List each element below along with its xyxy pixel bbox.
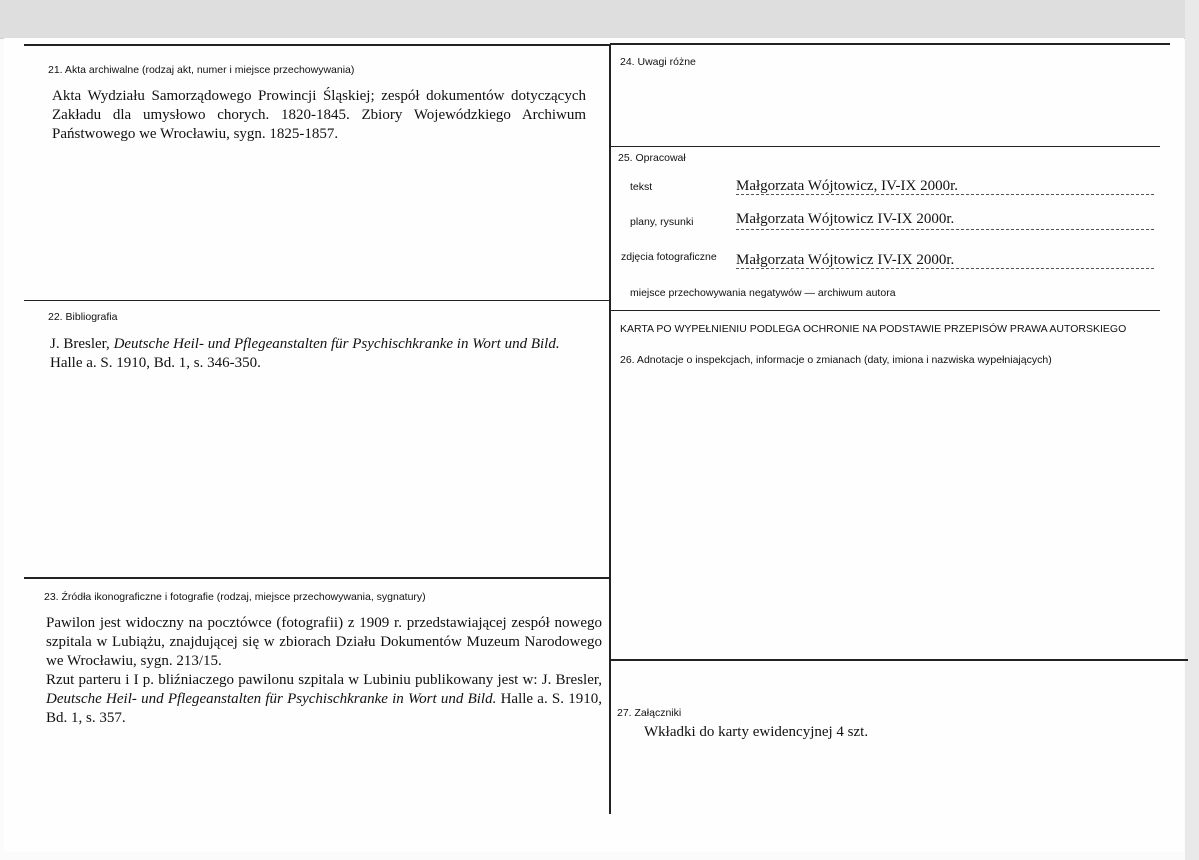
bibliography-title: Deutsche Heil- und Pflegeanstalten für Psychischkranke in Wort und Bild. [113,336,560,352]
copyright-notice: KARTA PO WYPEŁNIENIU PODLEGA OCHRONIE NA PODSTAWIE PRZEPISÓW PRAWA AUTORSKIEGO [620,323,1127,335]
section-27-text: Wkładki do karty ewidencyjnej 4 szt. [644,724,869,740]
rule-notice [610,310,1160,311]
row-plany-label: plany, rysunki [630,216,694,228]
rule-22 [24,300,610,301]
rule-27 [610,659,1188,661]
bibliography-rest: Halle a. S. 1910, Bd. 1, s. 346-350. [50,355,261,371]
top-rule-right [610,43,1170,45]
section-26-label: 26. Adnotacje o inspekcjach, informacje o zmianach (daty, imiona i nazwiska wypełniających) [620,354,1052,366]
row-tekst-label: tekst [630,181,653,193]
record-card [4,38,1184,852]
scan-right-edge [1185,0,1199,860]
section-25-label: 25. Opracował [618,152,686,164]
row-zdjecia-label: zdjęcia fotograficzne [621,251,717,263]
section-21-text: Akta Wydziału Samorządowego Prowincji Śląskiej; zespół dokumentów dotyczących Zakładu dla umysłowo chorych. 1820-1845. Zbiory Wojewódzkiego Archiwum Państwowego we Wrocławiu, sygn. 1825-1857. [52,88,586,142]
section-22-label: 22. Bibliografia [48,311,118,323]
section-23-label: 23. Źródła ikonograficzne i fotografie (rodzaj, miejsce przechowywania, sygnatury) [44,591,426,603]
section-23-para-2-start: Rzut parteru i I p. bliźniaczego pawilonu szpitala w Lubiniu publikowany jest w: J. Bresler, [46,672,602,688]
section-27-label: 27. Załączniki [617,707,682,719]
row-tekst-dotted-line [736,194,1154,195]
top-rule-left [24,44,610,46]
row-tekst-value: Małgorzata Wójtowicz, IV-IX 2000r. [736,178,959,194]
bibliography-author: J. Bresler, [50,336,114,352]
center-divider [609,44,611,814]
section-22-text [50,335,595,373]
section-23-para-2-end: Halle a. S. 1910, Bd. 1, s. 357. [46,691,602,726]
negatives-location: miejsce przechowywania negatywów — archiwum autora [630,287,896,299]
section-23-para-2-title: Deutsche Heil- und Pflegeanstalten für Psychischkranke in Wort und Bild. [46,691,497,707]
row-zdjecia-dotted-line [736,268,1154,269]
section-23-para-1: Pawilon jest widoczny na pocztówce (fotografii) z 1909 r. przedstawiającej zespół nowego szpitala w Lubiążu, znajdującej się w zbiorach Działu Dokumentów Muzeum Narodowego we Wrocławiu, sygn. 213/15. [46,615,602,669]
section-23-para-2 [46,671,602,728]
row-plany-dotted-line [736,229,1154,230]
row-plany-value: Małgorzata Wójtowicz IV-IX 2000r. [736,211,955,227]
section-21-label: 21. Akta archiwalne (rodzaj akt, numer i miejsce przechowywania) [48,64,355,76]
rule-25 [610,146,1160,147]
row-zdjecia-value: Małgorzata Wójtowicz IV-IX 2000r. [736,252,955,268]
scan-top-band [0,0,1199,39]
section-24-label: 24. Uwagi różne [620,56,696,68]
rule-23 [24,577,610,579]
